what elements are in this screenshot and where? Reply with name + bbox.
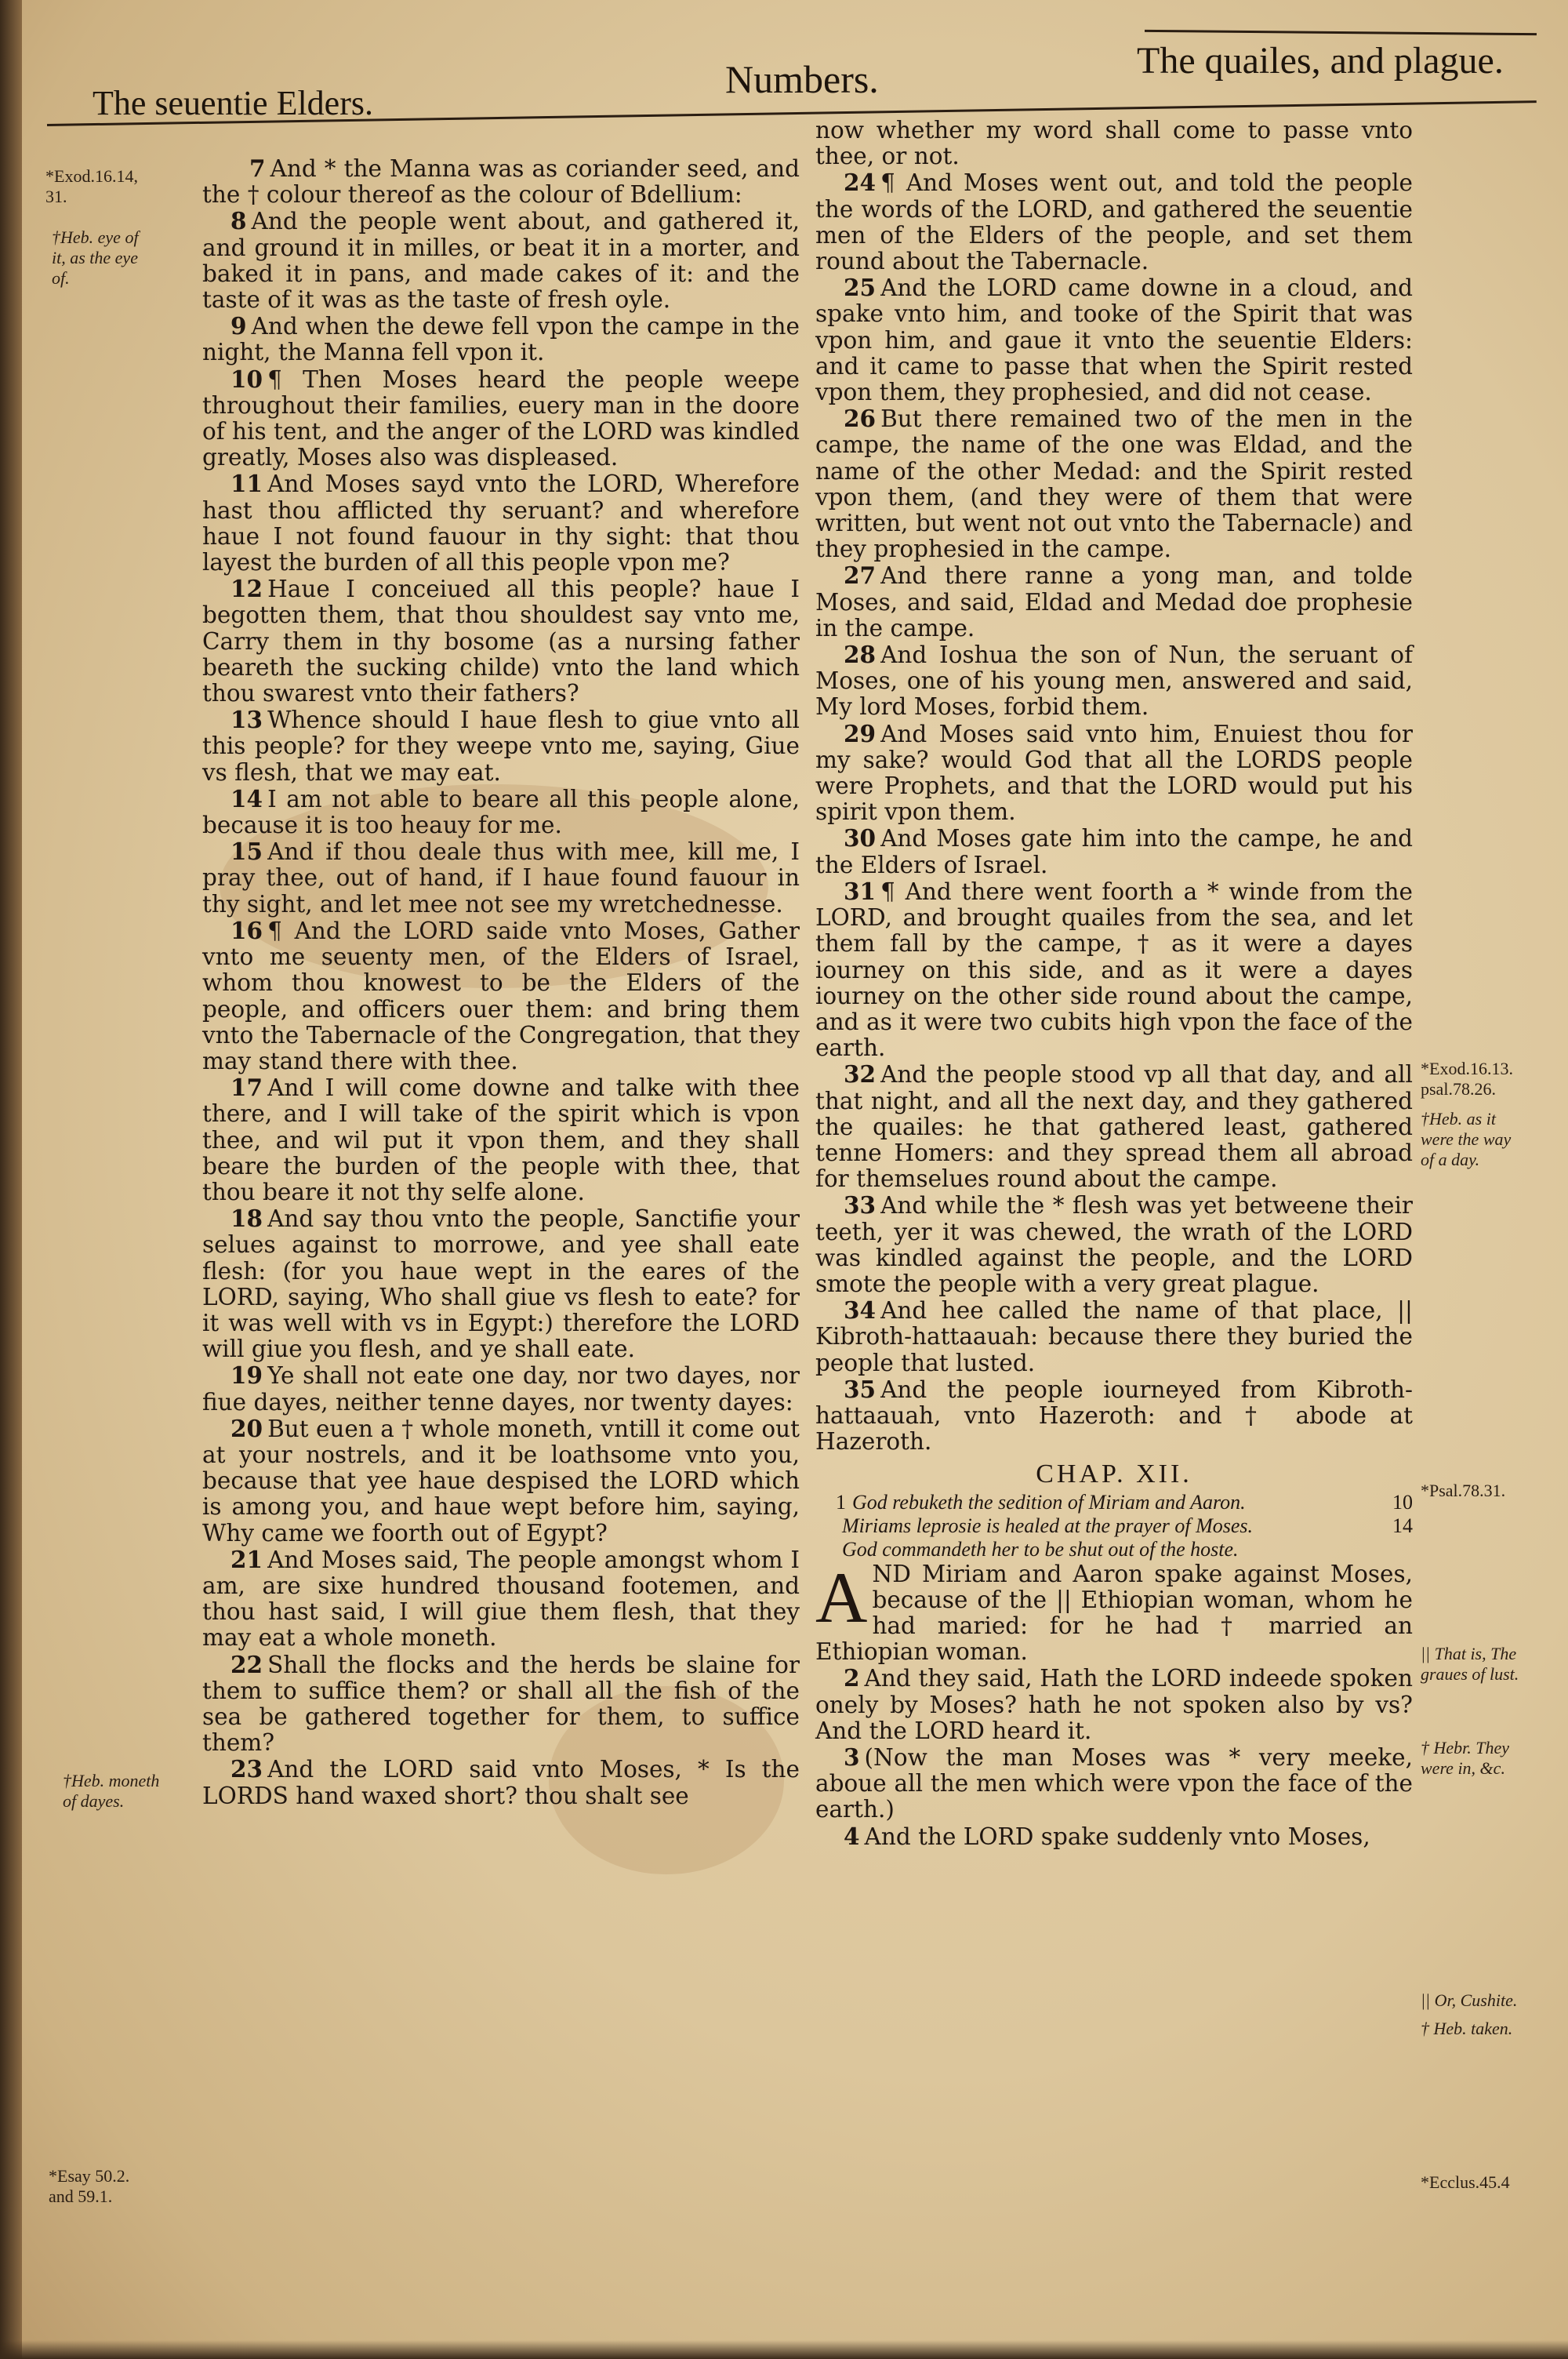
verse (202, 1756, 800, 1808)
verse (815, 1061, 1413, 1192)
verse (815, 1744, 1413, 1823)
verse-text: And Moses sayd vnto the LORD, Wherefore hast thou afflicted thy seruant? and wherefore haue I not found fauour in thy sight: that thou layest the burden of all this people vpon me? (202, 471, 800, 576)
verse-number: 7 (249, 154, 266, 182)
verse-text: ¶ And there went foorth a * winde from the LORD, and brought quailes from the sea, and let them fall by the campe, † as it were a dayes iourney on this side, and as it were a dayes iourney on the other side round about the campe, and as it were two cubits high vpon the face of the earth. (815, 878, 1413, 1062)
running-header-left: The seuentie Elders. (93, 84, 373, 122)
verse-text: And Moses gate him into the campe, he and the Elders of Israel. (815, 825, 1413, 878)
summary-line (836, 1491, 1413, 1514)
verse (815, 1192, 1413, 1297)
margin-note: *Esay 50.2. and 59.1. (49, 2166, 130, 2206)
margin-note: † Heb. taken. (1421, 2019, 1513, 2038)
verse-text: ¶ And the LORD saide vnto Moses, Gather vnto me seuenty men, of the Elders of Israel, whom thou knowest to be the Elders of the people, and officers ouer them: and bring them vnto the Tabernacle of the Congregation, that they may stand there with thee. (202, 917, 800, 1074)
summary-text: God commandeth her to be shut out of the hoste. (842, 1537, 1239, 1561)
verse-text: ¶ And Moses went out, and told the people the words of the LORD, and gathered the seuentie men of the Elders of the people, and set them round about the Tabernacle. (815, 169, 1413, 275)
verse (202, 471, 800, 576)
verse (815, 405, 1413, 562)
margin-note: || Or, Cushite. (1421, 1990, 1518, 2010)
chapter-heading: CHAP. XII. (1036, 1459, 1192, 1489)
chapter-verse-list (815, 1665, 1413, 1849)
verse-text: And Moses said, The people amongst whom I am, are sixe hundred thousand footemen, and thou hast said, I will giue them flesh, that they may eat a whole moneth. (202, 1546, 800, 1652)
verse (815, 878, 1413, 1061)
verse (202, 576, 800, 707)
chapter-first-verse (815, 1557, 1413, 1666)
verse-text: Ye shall not eate one day, nor two dayes, nor fiue dayes, neither tenne dayes, nor twenty dayes: (202, 1362, 800, 1416)
verse (815, 1665, 1413, 1744)
summary-verse-ref: 10 (1392, 1490, 1413, 1514)
verse-number: 9 (230, 312, 247, 340)
verse-number: 32 (844, 1060, 877, 1089)
verse (815, 1297, 1413, 1376)
verse-text: And if thou deale thus with mee, kill me, I pray thee, out of hand, if I haue found fauour in thy sight, and let mee not see my wretchednesse. (202, 838, 800, 918)
text-column-right (815, 118, 1413, 1850)
verse (202, 1362, 800, 1415)
verse-text: Haue I conceiued all this people? haue I begotten them, that thou shouldest say vnto me, Carry them in thy bosome (as a nursing father beareth the sucking childe) vnto the land which thou swarest vnto their fathers? (202, 576, 800, 707)
verse (202, 838, 800, 918)
verse-number: 10 (230, 365, 263, 393)
verse-text: Shall the flocks and the herds be slaine for them to suffice them? or shall all the fish of the sea be gathered together for them, to suffice them? (202, 1651, 800, 1757)
verse (815, 562, 1413, 642)
verse (202, 707, 800, 786)
verse (202, 1652, 800, 1757)
verse-number: 21 (230, 1545, 263, 1573)
verse (815, 1823, 1413, 1850)
verse (815, 721, 1413, 826)
verse (815, 274, 1413, 405)
margin-note: *Exod.16.13. psal.78.26. (1421, 1059, 1513, 1099)
verse-text: Whence should I haue flesh to giue vnto all this people? for they weepe vnto me, saying, Giue vs flesh, that we may eat. (202, 707, 800, 786)
verse-text: And say thou vnto the people, Sanctifie your selues against to morrowe, and yee shall eate flesh: (for you haue wept in the eares of the LORD, saying, Who shall giue vs flesh to eate? for it was well with vs in Egypt:) therefore the LORD will giue you flesh, and ye shall eate. (202, 1205, 800, 1363)
verse-text: And the people stood vp all that day, and all that night, and all the next day, and they gathered the quailes: he that gathered least, gathered tenne Homers: and they spread them all abroad for themselues round about the campe. (815, 1061, 1413, 1193)
verse-number: 16 (230, 916, 263, 944)
verse-text: And while the * flesh was yet betweene their teeth, yer it was chewed, the wrath of the LORD was kindled against the people, and the LORD smote the people with a very great plague. (815, 1192, 1413, 1297)
verse-number: 8 (230, 207, 247, 235)
verse (202, 1074, 800, 1205)
verse-number: 13 (230, 706, 263, 734)
verse-text: And there ranne a yong man, and tolde Moses, and said, Eldad and Medad doe prophesie in the campe. (815, 562, 1413, 642)
verse-continuation: now whether my word shall come to passe vnto thee, or not. (815, 117, 1413, 170)
summary-line (836, 1538, 1413, 1561)
header-rule-top (1145, 30, 1537, 35)
verse-text: ¶ Then Moses heard the people weepe throughout their families, euery man in the doore of his tent, and the anger of the LORD was kindled greatly, Moses also was displeased. (202, 365, 800, 471)
verse-number: 35 (844, 1375, 877, 1403)
verse-number: 14 (230, 784, 263, 812)
verse-text: And * the Manna was as coriander seed, and the † colour thereof as the colour of Bdellium: (202, 155, 800, 209)
page-binding-edge (0, 0, 22, 2359)
verse-text: And they said, Hath the LORD indeede spoken onely by Moses? hath he not spoken also by vs? And the LORD heard it. (815, 1665, 1413, 1744)
text-column-left (202, 155, 800, 1809)
verse-text: And the people went about, and gathered it, and ground it in milles, or beat it in a morter, and baked it in pans, and made cakes of it: and the taste of it was as the taste of fresh oyle. (202, 208, 800, 314)
running-header-right: The quailes, and plague. (1137, 40, 1504, 82)
verse (815, 1376, 1413, 1456)
verse (202, 786, 800, 838)
verse (202, 155, 800, 208)
verse-number: 26 (844, 405, 877, 433)
summary-line (836, 1514, 1413, 1538)
verse-text: But euen a † whole moneth, vntill it come out at your nostrels, and it be loathsome vnto you, because that yee haue despised the LORD which is among you, and haue wept before him, saying, Why came we foorth out of Egypt? (202, 1415, 800, 1547)
verse-number: 18 (230, 1205, 263, 1233)
verse-text: But there remained two of the men in the campe, the name of the one was Eldad, and the name of the other Medad: and the Spirit rested vpon them, (and they were of them that were written, but went not out vnto the Tabernacle) and they prophesied in the campe. (815, 405, 1413, 563)
verse (202, 918, 800, 1074)
verse-number: 2 (844, 1664, 860, 1692)
verse-text: (Now the man Moses was * very meeke, aboue all the men which were vpon the face of the earth.) (815, 1743, 1413, 1823)
verse-number: 31 (844, 877, 877, 905)
verse (815, 169, 1413, 274)
verse-number: 12 (230, 575, 263, 603)
verse-number: 17 (230, 1074, 263, 1102)
verse (202, 1416, 800, 1547)
summary-text: God rebuketh the sedition of Miriam and Aaron. (852, 1490, 1246, 1514)
chapter-summary (815, 1491, 1413, 1561)
verse-number: 4 (844, 1822, 860, 1850)
verse-number: 30 (844, 824, 877, 852)
summary-text: Miriams leprosie is healed at the prayer of Moses. (842, 1514, 1254, 1537)
verse-text: And the people iourneyed from Kibroth-hattaauah, vnto Hazeroth: and † abode at Hazeroth. (815, 1376, 1413, 1456)
verse-number: 29 (844, 719, 877, 747)
verse-number: 27 (844, 562, 877, 590)
verse-number: 24 (844, 169, 877, 197)
verse-text: And when the dewe fell vpon the campe in the night, the Manna fell vpon it. (202, 313, 800, 366)
margin-note: *Psal.78.31. (1421, 1481, 1506, 1500)
margin-note: *Ecclus.45.4 (1421, 2172, 1510, 2192)
verse-number: 19 (230, 1361, 263, 1390)
verse-number: 3 (844, 1743, 860, 1771)
verse-number: 23 (230, 1755, 263, 1783)
verse-number: 28 (844, 641, 877, 669)
summary-verse-ref: 14 (1392, 1514, 1413, 1537)
verse-text: And Moses said vnto him, Enuiest thou for my sake? would God that all the LORDS people were Prophets, and that the LORD would put his spirit vpon them. (815, 720, 1413, 826)
verse-number: 34 (844, 1296, 877, 1325)
verse-number: 15 (230, 838, 263, 866)
verse-number: 33 (844, 1191, 877, 1219)
verse-text: I am not able to beare all this people alone, because it is too heauy for me. (202, 785, 800, 839)
verse (815, 642, 1413, 721)
verse-text: And the LORD came downe in a cloud, and spake vnto him, and tooke of the Spirit that was vpon him, and gaue it vnto the seuentie Elders: and it came to passe that when the Spirit rested vpon them, they prophesied, and did not cease. (815, 274, 1413, 406)
margin-note: † Hebr. They were in, &c. (1421, 1738, 1510, 1778)
verse-list (815, 169, 1413, 1455)
running-header-book: Numbers. (725, 57, 879, 101)
drop-capital: A (815, 1557, 868, 1637)
verse-text: And the LORD spake suddenly vnto Moses, (864, 1823, 1370, 1850)
verse (202, 208, 800, 313)
margin-note: †Heb. moneth of dayes. (63, 1771, 160, 1811)
first-verse-text: ND Miriam and Aaron spake against Moses, because of the || Ethiopian woman, whom he had maried: for he had † married an Ethiopian woman. (815, 1560, 1413, 1666)
margin-note: †Heb. as it were the way of a day. (1421, 1109, 1512, 1169)
verse (202, 1547, 800, 1652)
margin-note: || That is, The graues of lust. (1421, 1644, 1519, 1684)
verse-number: 22 (230, 1650, 263, 1678)
verse (202, 366, 800, 471)
verse (202, 313, 800, 365)
verse (202, 1205, 800, 1362)
summary-verse-number: 1 (836, 1490, 846, 1514)
verse (815, 825, 1413, 878)
verse-number: 25 (844, 274, 877, 302)
verse-number: 20 (230, 1414, 263, 1442)
verse-text: And hee called the name of that place, || Kibroth-hattaauah: because there they buried the people that lusted. (815, 1297, 1413, 1376)
verse-text: And the LORD said vnto Moses, * Is the LORDS hand waxed short? thou shalt see (202, 1756, 800, 1809)
verse-text: And Ioshua the son of Nun, the seruant of Moses, one of his young men, answered and said, My lord Moses, forbid them. (815, 642, 1413, 721)
verse-number: 11 (230, 470, 263, 498)
verse-text: And I will come downe and talke with thee there, and I will take of the spirit which is vpon thee, and wil put it vpon them, and they shall beare the burden of the people with thee, that thou beare it not thy selfe alone. (202, 1074, 800, 1205)
page-bottom-edge (0, 2340, 1568, 2359)
margin-note: *Exod.16.14, 31. (45, 166, 138, 206)
margin-note: †Heb. eye of it, as the eye of. (52, 227, 139, 288)
